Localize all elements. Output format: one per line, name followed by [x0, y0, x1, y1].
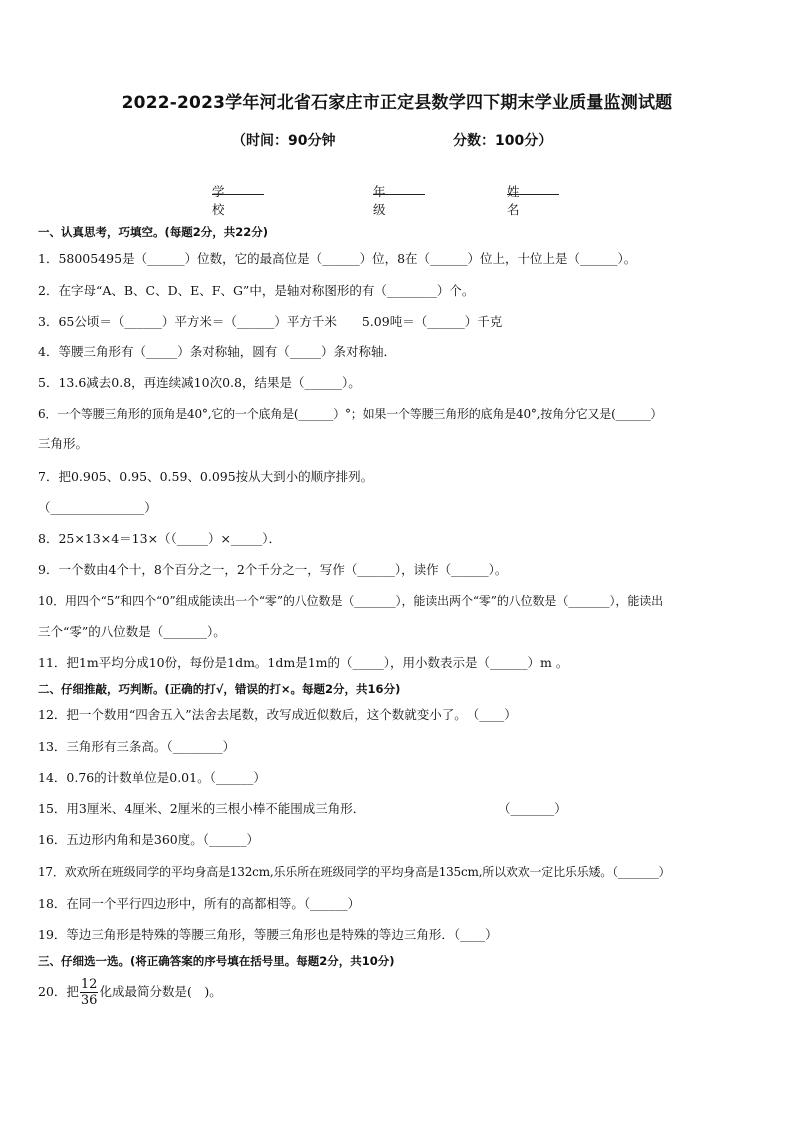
grade-label: 年级	[373, 184, 386, 217]
question-2: 2．在字母“A、B、C、D、E、F、G”中，是轴对称图形的有（________）个。	[38, 283, 475, 298]
total-score: 分数：100分）	[453, 133, 553, 149]
question-3: 3．65公顷＝（______）平方米＝（______）平方千米 5.09吨＝（______）千克	[38, 314, 503, 329]
question-20-prefix: 20．把	[38, 984, 79, 999]
fraction-denominator: 36	[80, 993, 98, 1008]
question-13: 13．三角形有三条高。（________）	[38, 739, 236, 754]
question-10-cont: 三个“零”的八位数是（_______）。	[38, 624, 226, 639]
question-4: 4．等腰三角形有（_____）条对称轴，圆有（_____）条对称轴．	[38, 344, 396, 359]
question-6-cont: 三角形。	[38, 436, 89, 451]
section-2-heading: 二、仔细推敲，巧判断。(正确的打√，错误的打×。每题2分，共16分)	[38, 682, 401, 696]
question-6: 6．一个等腰三角形的顶角是40°,它的一个底角是(______）°；如果一个等腰三角形的底角是40°,按角分它又是(______）	[38, 407, 663, 421]
question-15	[38, 801, 764, 817]
question-20	[38, 974, 764, 1010]
question-15-text: 15．用3厘米、4厘米、2厘米的三根小棒不能围成三角形．	[38, 801, 366, 816]
question-20-suffix: 化成最简分数是( )。	[99, 984, 222, 999]
name-label: 姓名	[507, 184, 520, 217]
section-1-heading: 一、认真思考，巧填空。(每题2分，共22分)	[38, 225, 269, 239]
name-blank	[507, 182, 559, 195]
question-7-answer: （_______________）	[38, 500, 157, 515]
school-blank	[212, 182, 264, 195]
question-16: 16．五边形内角和是360度。（______）	[38, 832, 260, 847]
grade-blank	[373, 182, 425, 195]
question-15-mark: （_______）	[498, 801, 567, 816]
fraction	[80, 977, 99, 1008]
question-5: 5．13.6减去0.8，再连续减10次0.8，结果是（______）。	[38, 375, 361, 390]
question-10: 10．用四个“5”和四个“0”组成能读出一个“零”的八位数是（_______），能读出两个“零”的八位数是（_______），能读出	[38, 594, 664, 608]
question-11: 11．把1m平均分成10份，每份是1dm。1dm是1m的（_____），用小数表示是（______）m 。	[38, 655, 569, 670]
question-1: 1．58005495是（______）位数，它的最高位是（______）位，8在（______）位上，十位上是（______）。	[38, 251, 637, 266]
question-19: 19．等边三角形是特殊的等腰三角形，等腰三角形也是特殊的等边三角形．（____）	[38, 927, 498, 942]
question-8: 8．25×13×4＝13×（（_____）×_____）．	[38, 531, 282, 546]
time-limit: （时间：90分钟	[232, 133, 336, 149]
page-title: 2022-2023学年河北省石家庄市正定县数学四下期末学业质量监测试题	[121, 93, 673, 113]
question-7: 7．把0.905、0.95、0.59、0.095按从大到小的顺序排列。	[38, 469, 374, 484]
question-12: 12．把一个数用“四舍五入”法舍去尾数，改写成近似数后，这个数就变小了。 （____）	[38, 707, 517, 722]
question-18: 18．在同一个平行四边形中，所有的高都相等。（______）	[38, 896, 361, 911]
question-17: 17．欢欢所在班级同学的平均身高是132cm,乐乐所在班级同学的平均身高是135cm,所以欢欢一定比乐乐矮。（_______）	[38, 865, 671, 879]
question-9: 9．一个数由4个十，8个百分之一，2个千分之一，写作（______），读作（______）。	[38, 562, 508, 577]
fraction-numerator: 12	[80, 977, 98, 992]
section-3-heading: 三、仔细选一选。(将正确答案的序号填在括号里。每题2分，共10分)	[38, 954, 395, 968]
question-14: 14．0.76的计数单位是0.01。（______）	[38, 770, 266, 785]
school-label: 学校	[212, 184, 225, 217]
